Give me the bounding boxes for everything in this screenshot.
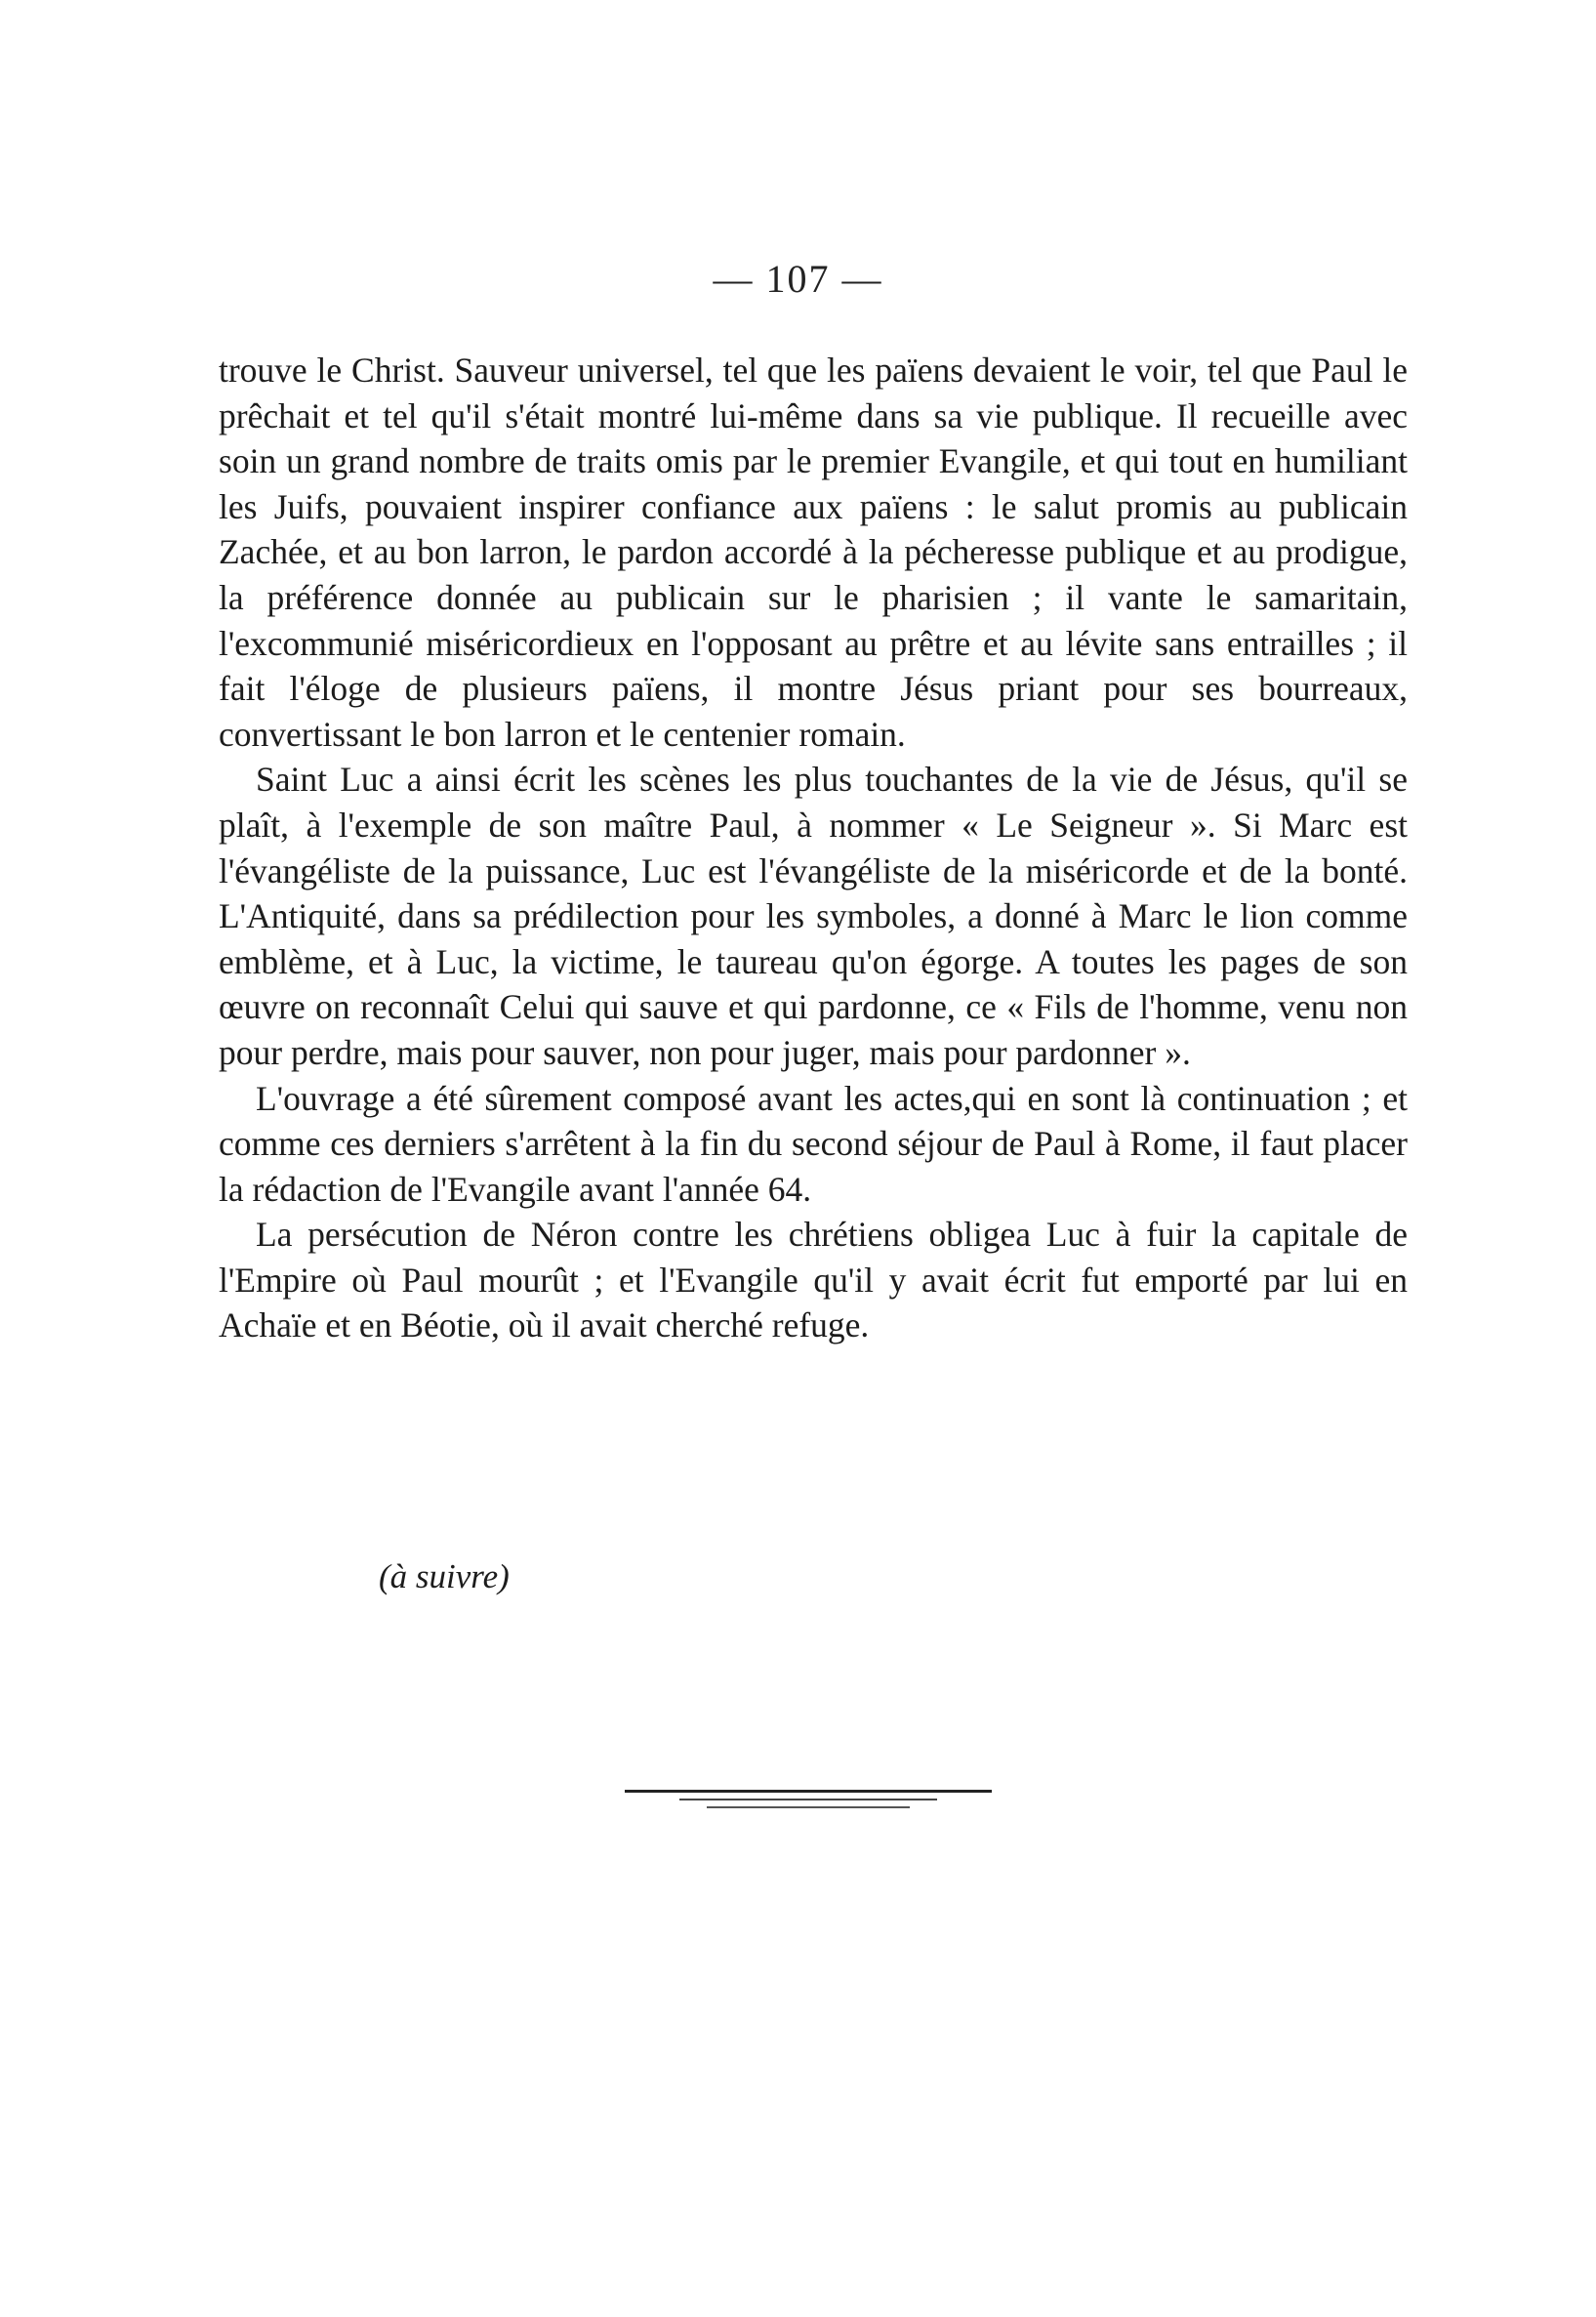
page-number: — 107 — (713, 257, 883, 301)
paragraph-persecution: La persécution de Néron contre les chrétiens obligea Luc à fuir la capitale de l'Empire où Paul mourût ; et l'Evangile qu'il y avait écrit fut emporté par lui en Achaïe et en Béotie, où il avait cherché refuge. (219, 1215, 1408, 1345)
separator-rule-top (625, 1790, 992, 1793)
paragraph-ouvrage: L'ouvrage a été sûrement composé avant les actes,qui en sont là continuation ; et comme ces derniers s'arrêtent à la fin du second séjour de Paul à Rome, il faut placer la rédaction de l'Evangile avant l'année 64. (219, 1078, 1408, 1209)
separator-rule-bottom (707, 1806, 910, 1808)
body-text (219, 348, 1408, 1348)
paragraph-saint-luc: Saint Luc a ainsi écrit les scènes les plus touchantes de la vie de Jésus, qu'il se plaît, à l'exemple de son maître Paul, à nommer « Le Seigneur ». Si Marc est l'évangéliste de la puissance, Luc est l'évangéliste de la miséricorde et de la bonté. L'Antiquité, dans sa prédilection pour les symboles, a donné à Marc le lion comme emblème, et à Luc, la victime, le taureau qu'on égorge. A toutes les pages de son œuvre on reconnaît Celui qui sauve et qui pardonne, ce « Fils de l'homme, venu non pour perdre, mais pour sauver, non pour juger, mais pour pardonner ». (219, 760, 1408, 1072)
to-be-continued-note: (à suivre) (379, 1557, 510, 1595)
paragraph-continued: trouve le Christ. Sauveur universel, tel que les païens devaient le voir, tel que Paul le prêchait et tel qu'il s'était montré lui-même dans sa vie publique. Il recueille avec soin un grand nombre de traits omis par le premier Evangile, et qui tout en humiliant les Juifs, pouvaient inspirer confiance aux païens : le salut promis au publicain Zachée, et au bon larron, le pardon accordé à la pécheresse publique et au prodigue, la préférence donnée au publicain sur le pharisien ; il vante le samaritain, l'excommunié miséricordieux en l'opposant au prêtre et au lévite sans entrailles ; il fait l'éloge de plusieurs païens, il montre Jésus priant pour ses bourreaux, convertissant le bon larron et le centenier romain. (219, 351, 1408, 754)
section-separator (625, 1790, 992, 1808)
separator-rule-middle (679, 1799, 937, 1800)
